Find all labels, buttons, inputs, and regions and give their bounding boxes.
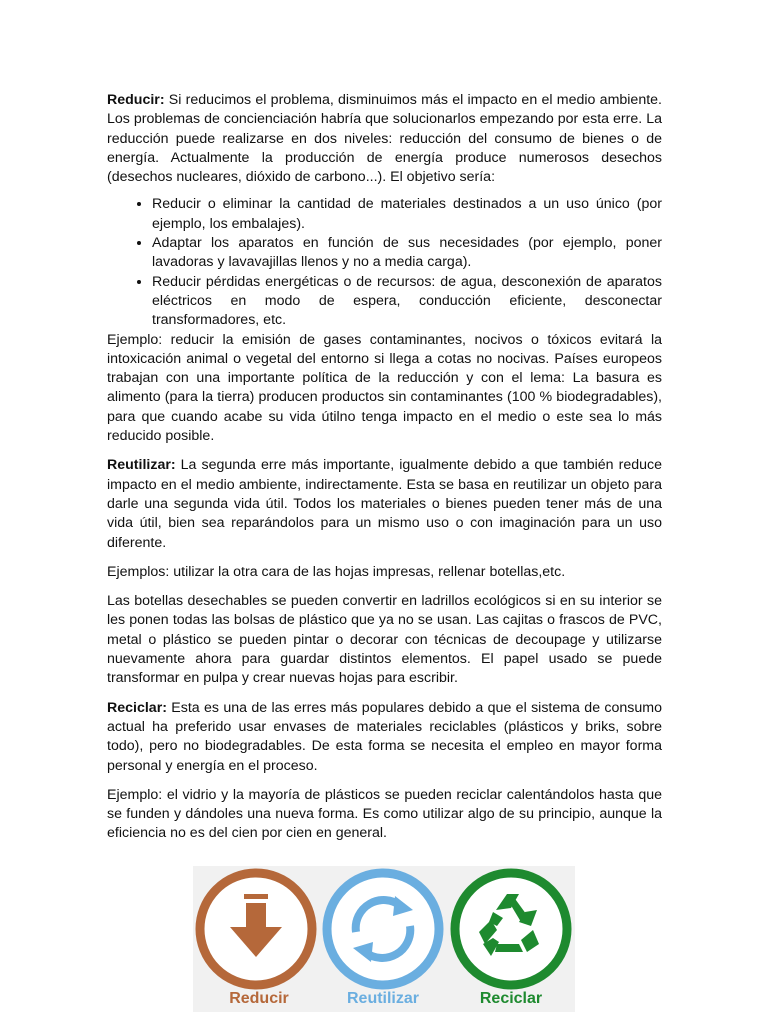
reciclar-label: Reciclar	[479, 990, 543, 1007]
reducir-paragraph	[107, 91, 662, 187]
reutilizar-circle	[327, 873, 439, 985]
reducir-label: Reducir	[229, 990, 289, 1007]
list-item: • Reducir pérdidas energéticas o de recursos: de agua, desconexión de aparatos eléctricos en modo de espera, conducción eficiente, desconectar transformadores, etc.	[152, 273, 662, 331]
three-rs-figure	[193, 866, 575, 1012]
reducir-bullet-list	[107, 195, 662, 330]
reutilizar-paragraph	[107, 456, 662, 552]
reutilizar-badge	[327, 873, 439, 985]
reutilizar-extra: Las botellas desechables se pueden convertir en ladrillos ecológicos si en su interior se les ponen todas las bolsas de plástico que ya no se usan. Las cajitas o frascos de PVC, metal o plástico se pueden pintar o decorar con técnicas de decoupage y utilizarse nuevamente ahora para guardar distintos elementos. El papel usado se puede transformar en pulpa y crear nuevas hojas para escribir.	[107, 593, 662, 687]
reciclar-example: Ejemplo: el vidrio y la mayoría de plásticos se pueden reciclar calentándolos hasta que se funden y dándoles una nueva forma. Es como utilizar algo de su principio, aunque la eficiencia no es del cien por cien en general.	[107, 786, 662, 842]
reducir-intro: Si reducimos el problema, disminuimos más el impacto en el medio ambiente. Los problemas de concienciación habría que solucionarlos empezando por esta erre. La reducción puede realizarse en dos niveles: reducción del consumo de bienes o de energía. Actualmente la producción de energía produce numerosos desechos (desechos nucleares, dióxido de carbono...). El objetivo sería:	[107, 92, 662, 186]
list-item: • Reducir o eliminar la cantidad de materiales destinados a un uso único (por ejemplo, los embalajes).	[152, 195, 662, 234]
three-rs-graphic	[193, 866, 575, 1012]
reducir-term: Reducir:	[107, 92, 165, 108]
reutilizar-label: Reutilizar	[346, 990, 420, 1007]
reducir-example: Ejemplo: reducir la emisión de gases contaminantes, nocivos o tóxicos evitará la intoxicación animal o vegetal del entorno si llega a cotas no nocivas. Países europeos trabajan con una importante política de la reducción y con el lema: La basura es alimento (para la tierra) producen productos sin contaminantes (100 % biodegradables), para que cuando acabe su vida útilno tenga impacto en el medio o este sea lo más reducido posible.	[107, 331, 662, 445]
list-item: • Adaptar los aparatos en función de sus necesidades (por ejemplo, poner lavadoras y lavavajillas llenos y no a media carga).	[152, 234, 662, 273]
reciclar-circle	[455, 873, 567, 985]
reciclar-intro: Esta es una de las erres más populares debido a que el sistema de consumo actual ha preferido usar envases de materiales reciclables (plásticos y briks, sobre todo), pero no biodegradables. De esta forma se necesita el empleo en mayor forma personal y energía en el proceso.	[107, 699, 662, 774]
reciclar-badge	[455, 873, 567, 985]
reciclar-term: Reciclar:	[107, 699, 167, 716]
document-body	[107, 91, 662, 844]
reciclar-paragraph	[107, 699, 662, 776]
reutilizar-intro: La segunda erre más importante, igualmente debido a que también reduce impacto en el medio ambiente, indirectamente. Esta se basa en reutilizar un objeto para darle una segunda vida útil. Todos los materiales o bienes pueden tener más de una vida útil, bien sea reparándolos para un mismo uso o con imaginación para un uso diferente.	[107, 457, 662, 551]
reutilizar-example: Ejemplos: utilizar la otra cara de las hojas impresas, rellenar botellas,etc.	[107, 563, 566, 580]
reducir-badge	[200, 873, 312, 985]
reutilizar-term: Reutilizar:	[107, 457, 176, 474]
